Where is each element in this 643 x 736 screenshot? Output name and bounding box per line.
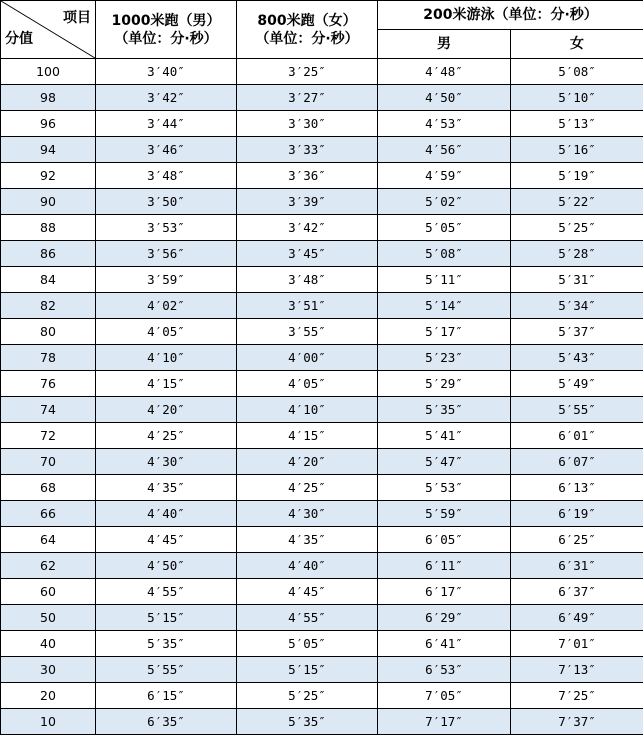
swim-female-cell: 5′28″: [511, 241, 643, 267]
swim-female-cell: 5′43″: [511, 345, 643, 371]
table-row: [1, 397, 643, 423]
swim-female-cell: 7′25″: [511, 683, 643, 709]
run-800-cell: 4′10″: [237, 397, 378, 423]
swim-female-cell: 5′16″: [511, 137, 643, 163]
run-1000-cell: 3′50″: [96, 189, 237, 215]
run-800-cell: 3′27″: [237, 85, 378, 111]
score-cell: 84: [1, 267, 96, 293]
run-800-title: 800米跑（女）: [257, 12, 357, 29]
score-cell: 64: [1, 527, 96, 553]
swim-male-cell: 5′05″: [378, 215, 511, 241]
score-cell: 68: [1, 475, 96, 501]
score-cell: 86: [1, 241, 96, 267]
run-800-cell: 4′45″: [237, 579, 378, 605]
score-cell: 82: [1, 293, 96, 319]
swim-female-cell: 5′13″: [511, 111, 643, 137]
swim-female-cell: 6′37″: [511, 579, 643, 605]
run-800-cell: 3′33″: [237, 137, 378, 163]
score-cell: 80: [1, 319, 96, 345]
run-800-header: [237, 1, 378, 59]
score-cell: 90: [1, 189, 96, 215]
run-800-cell: 3′51″: [237, 293, 378, 319]
run-1000-cell: 3′53″: [96, 215, 237, 241]
run-1000-cell: 3′44″: [96, 111, 237, 137]
swim-male-cell: 7′17″: [378, 709, 511, 735]
swim-male-cell: 5′41″: [378, 423, 511, 449]
swim-female-cell: 5′34″: [511, 293, 643, 319]
score-cell: 74: [1, 397, 96, 423]
swim-female-header: 女: [511, 30, 643, 59]
run-1000-unit: （单位：分·秒）: [114, 30, 218, 47]
swim-female-cell: 7′01″: [511, 631, 643, 657]
run-1000-header: [96, 1, 237, 59]
run-800-cell: 4′15″: [237, 423, 378, 449]
swim-female-cell: 5′37″: [511, 319, 643, 345]
run-1000-cell: 3′59″: [96, 267, 237, 293]
swim-male-cell: 6′41″: [378, 631, 511, 657]
table-row: [1, 163, 643, 189]
swim-male-cell: 6′11″: [378, 553, 511, 579]
table-header: [1, 1, 643, 59]
table-row: [1, 85, 643, 111]
run-1000-cell: 4′20″: [96, 397, 237, 423]
run-1000-cell: 4′15″: [96, 371, 237, 397]
table-row: [1, 241, 643, 267]
swim-female-cell: 7′13″: [511, 657, 643, 683]
swim-female-cell: 6′07″: [511, 449, 643, 475]
table-row: [1, 215, 643, 241]
swim-male-cell: 6′05″: [378, 527, 511, 553]
table-row: [1, 553, 643, 579]
table-row: [1, 683, 643, 709]
swim-female-cell: 5′08″: [511, 59, 643, 85]
swim-male-cell: 5′08″: [378, 241, 511, 267]
run-1000-cell: 4′35″: [96, 475, 237, 501]
run-800-cell: 4′25″: [237, 475, 378, 501]
run-800-cell: 4′35″: [237, 527, 378, 553]
corner-header-cell: [1, 1, 96, 59]
run-800-cell: 5′25″: [237, 683, 378, 709]
run-1000-cell: 4′40″: [96, 501, 237, 527]
swim-female-cell: 6′25″: [511, 527, 643, 553]
swim-male-cell: 5′53″: [378, 475, 511, 501]
table-row: [1, 293, 643, 319]
score-cell: 62: [1, 553, 96, 579]
swim-male-cell: 4′56″: [378, 137, 511, 163]
table-row: [1, 605, 643, 631]
run-1000-cell: 6′35″: [96, 709, 237, 735]
swim-female-cell: 6′19″: [511, 501, 643, 527]
run-1000-title: 1000米跑（男）: [111, 12, 221, 29]
run-800-cell: 5′35″: [237, 709, 378, 735]
run-800-cell: 4′20″: [237, 449, 378, 475]
score-cell: 72: [1, 423, 96, 449]
run-1000-cell: 5′55″: [96, 657, 237, 683]
run-800-cell: 3′55″: [237, 319, 378, 345]
table-row: [1, 449, 643, 475]
table-row: [1, 527, 643, 553]
swim-female-cell: 5′22″: [511, 189, 643, 215]
score-cell: 40: [1, 631, 96, 657]
table-row: [1, 267, 643, 293]
swim-female-cell: 5′55″: [511, 397, 643, 423]
run-1000-cell: 6′15″: [96, 683, 237, 709]
swim-female-cell: 6′01″: [511, 423, 643, 449]
score-cell: 78: [1, 345, 96, 371]
table-row: [1, 59, 643, 85]
table-row: [1, 371, 643, 397]
swim-male-cell: 5′47″: [378, 449, 511, 475]
run-1000-cell: 4′50″: [96, 553, 237, 579]
swim-male-cell: 6′29″: [378, 605, 511, 631]
run-1000-cell: 4′10″: [96, 345, 237, 371]
table-body: [1, 59, 643, 735]
swim-male-cell: 5′02″: [378, 189, 511, 215]
run-800-unit: （单位：分·秒）: [255, 30, 359, 47]
swim-male-cell: 6′53″: [378, 657, 511, 683]
run-1000-cell: 3′48″: [96, 163, 237, 189]
run-1000-cell: 4′30″: [96, 449, 237, 475]
swim-female-cell: 5′31″: [511, 267, 643, 293]
run-1000-cell: 3′56″: [96, 241, 237, 267]
run-800-cell: 3′25″: [237, 59, 378, 85]
run-1000-cell: 3′46″: [96, 137, 237, 163]
swim-male-cell: 4′53″: [378, 111, 511, 137]
score-cell: 94: [1, 137, 96, 163]
swim-female-cell: 6′13″: [511, 475, 643, 501]
run-1000-cell: 4′55″: [96, 579, 237, 605]
run-800-cell: 3′42″: [237, 215, 378, 241]
table-row: [1, 111, 643, 137]
swim-female-cell: 7′37″: [511, 709, 643, 735]
swim-male-cell: 7′05″: [378, 683, 511, 709]
run-800-cell: 3′48″: [237, 267, 378, 293]
score-cell: 66: [1, 501, 96, 527]
table-row: [1, 657, 643, 683]
table-row: [1, 475, 643, 501]
score-cell: 98: [1, 85, 96, 111]
score-cell: 10: [1, 709, 96, 735]
score-cell: 20: [1, 683, 96, 709]
score-cell: 60: [1, 579, 96, 605]
swim-male-cell: 5′17″: [378, 319, 511, 345]
score-cell: 92: [1, 163, 96, 189]
item-label: 项目: [63, 10, 91, 26]
score-cell: 50: [1, 605, 96, 631]
swim-male-cell: 5′23″: [378, 345, 511, 371]
run-800-cell: 4′05″: [237, 371, 378, 397]
run-800-cell: 4′30″: [237, 501, 378, 527]
table-row: [1, 137, 643, 163]
swim-male-cell: 5′14″: [378, 293, 511, 319]
swim-female-cell: 5′49″: [511, 371, 643, 397]
swim-200-header: 200米游泳（单位：分·秒）: [378, 1, 643, 30]
score-cell: 76: [1, 371, 96, 397]
table-row: [1, 189, 643, 215]
swim-female-cell: 6′49″: [511, 605, 643, 631]
swim-male-cell: 5′59″: [378, 501, 511, 527]
score-cell: 30: [1, 657, 96, 683]
swim-male-cell: 5′29″: [378, 371, 511, 397]
run-800-cell: 3′39″: [237, 189, 378, 215]
swim-female-cell: 5′10″: [511, 85, 643, 111]
run-1000-cell: 5′35″: [96, 631, 237, 657]
run-800-cell: 4′00″: [237, 345, 378, 371]
swim-male-cell: 4′59″: [378, 163, 511, 189]
table-row: [1, 501, 643, 527]
table-row: [1, 709, 643, 735]
score-label: 分值: [5, 31, 33, 47]
run-1000-cell: 3′42″: [96, 85, 237, 111]
swim-male-cell: 4′48″: [378, 59, 511, 85]
run-800-cell: 3′36″: [237, 163, 378, 189]
run-800-cell: 5′05″: [237, 631, 378, 657]
run-800-cell: 4′55″: [237, 605, 378, 631]
table-row: [1, 345, 643, 371]
table-row: [1, 579, 643, 605]
score-cell: 100: [1, 59, 96, 85]
swim-female-cell: 5′25″: [511, 215, 643, 241]
run-800-cell: 3′30″: [237, 111, 378, 137]
swim-male-cell: 5′11″: [378, 267, 511, 293]
swim-female-cell: 5′19″: [511, 163, 643, 189]
run-800-cell: 5′15″: [237, 657, 378, 683]
run-800-cell: 3′45″: [237, 241, 378, 267]
score-cell: 70: [1, 449, 96, 475]
swim-female-cell: 6′31″: [511, 553, 643, 579]
table-row: [1, 631, 643, 657]
swim-male-cell: 5′35″: [378, 397, 511, 423]
swim-male-cell: 4′50″: [378, 85, 511, 111]
score-cell: 88: [1, 215, 96, 241]
run-1000-cell: 4′05″: [96, 319, 237, 345]
score-cell: 96: [1, 111, 96, 137]
table-row: [1, 423, 643, 449]
run-1000-cell: 4′25″: [96, 423, 237, 449]
swim-male-header: 男: [378, 30, 511, 59]
swim-male-cell: 6′17″: [378, 579, 511, 605]
run-1000-cell: 4′02″: [96, 293, 237, 319]
table-row: [1, 319, 643, 345]
run-800-cell: 4′40″: [237, 553, 378, 579]
run-1000-cell: 5′15″: [96, 605, 237, 631]
run-1000-cell: 4′45″: [96, 527, 237, 553]
run-1000-cell: 3′40″: [96, 59, 237, 85]
